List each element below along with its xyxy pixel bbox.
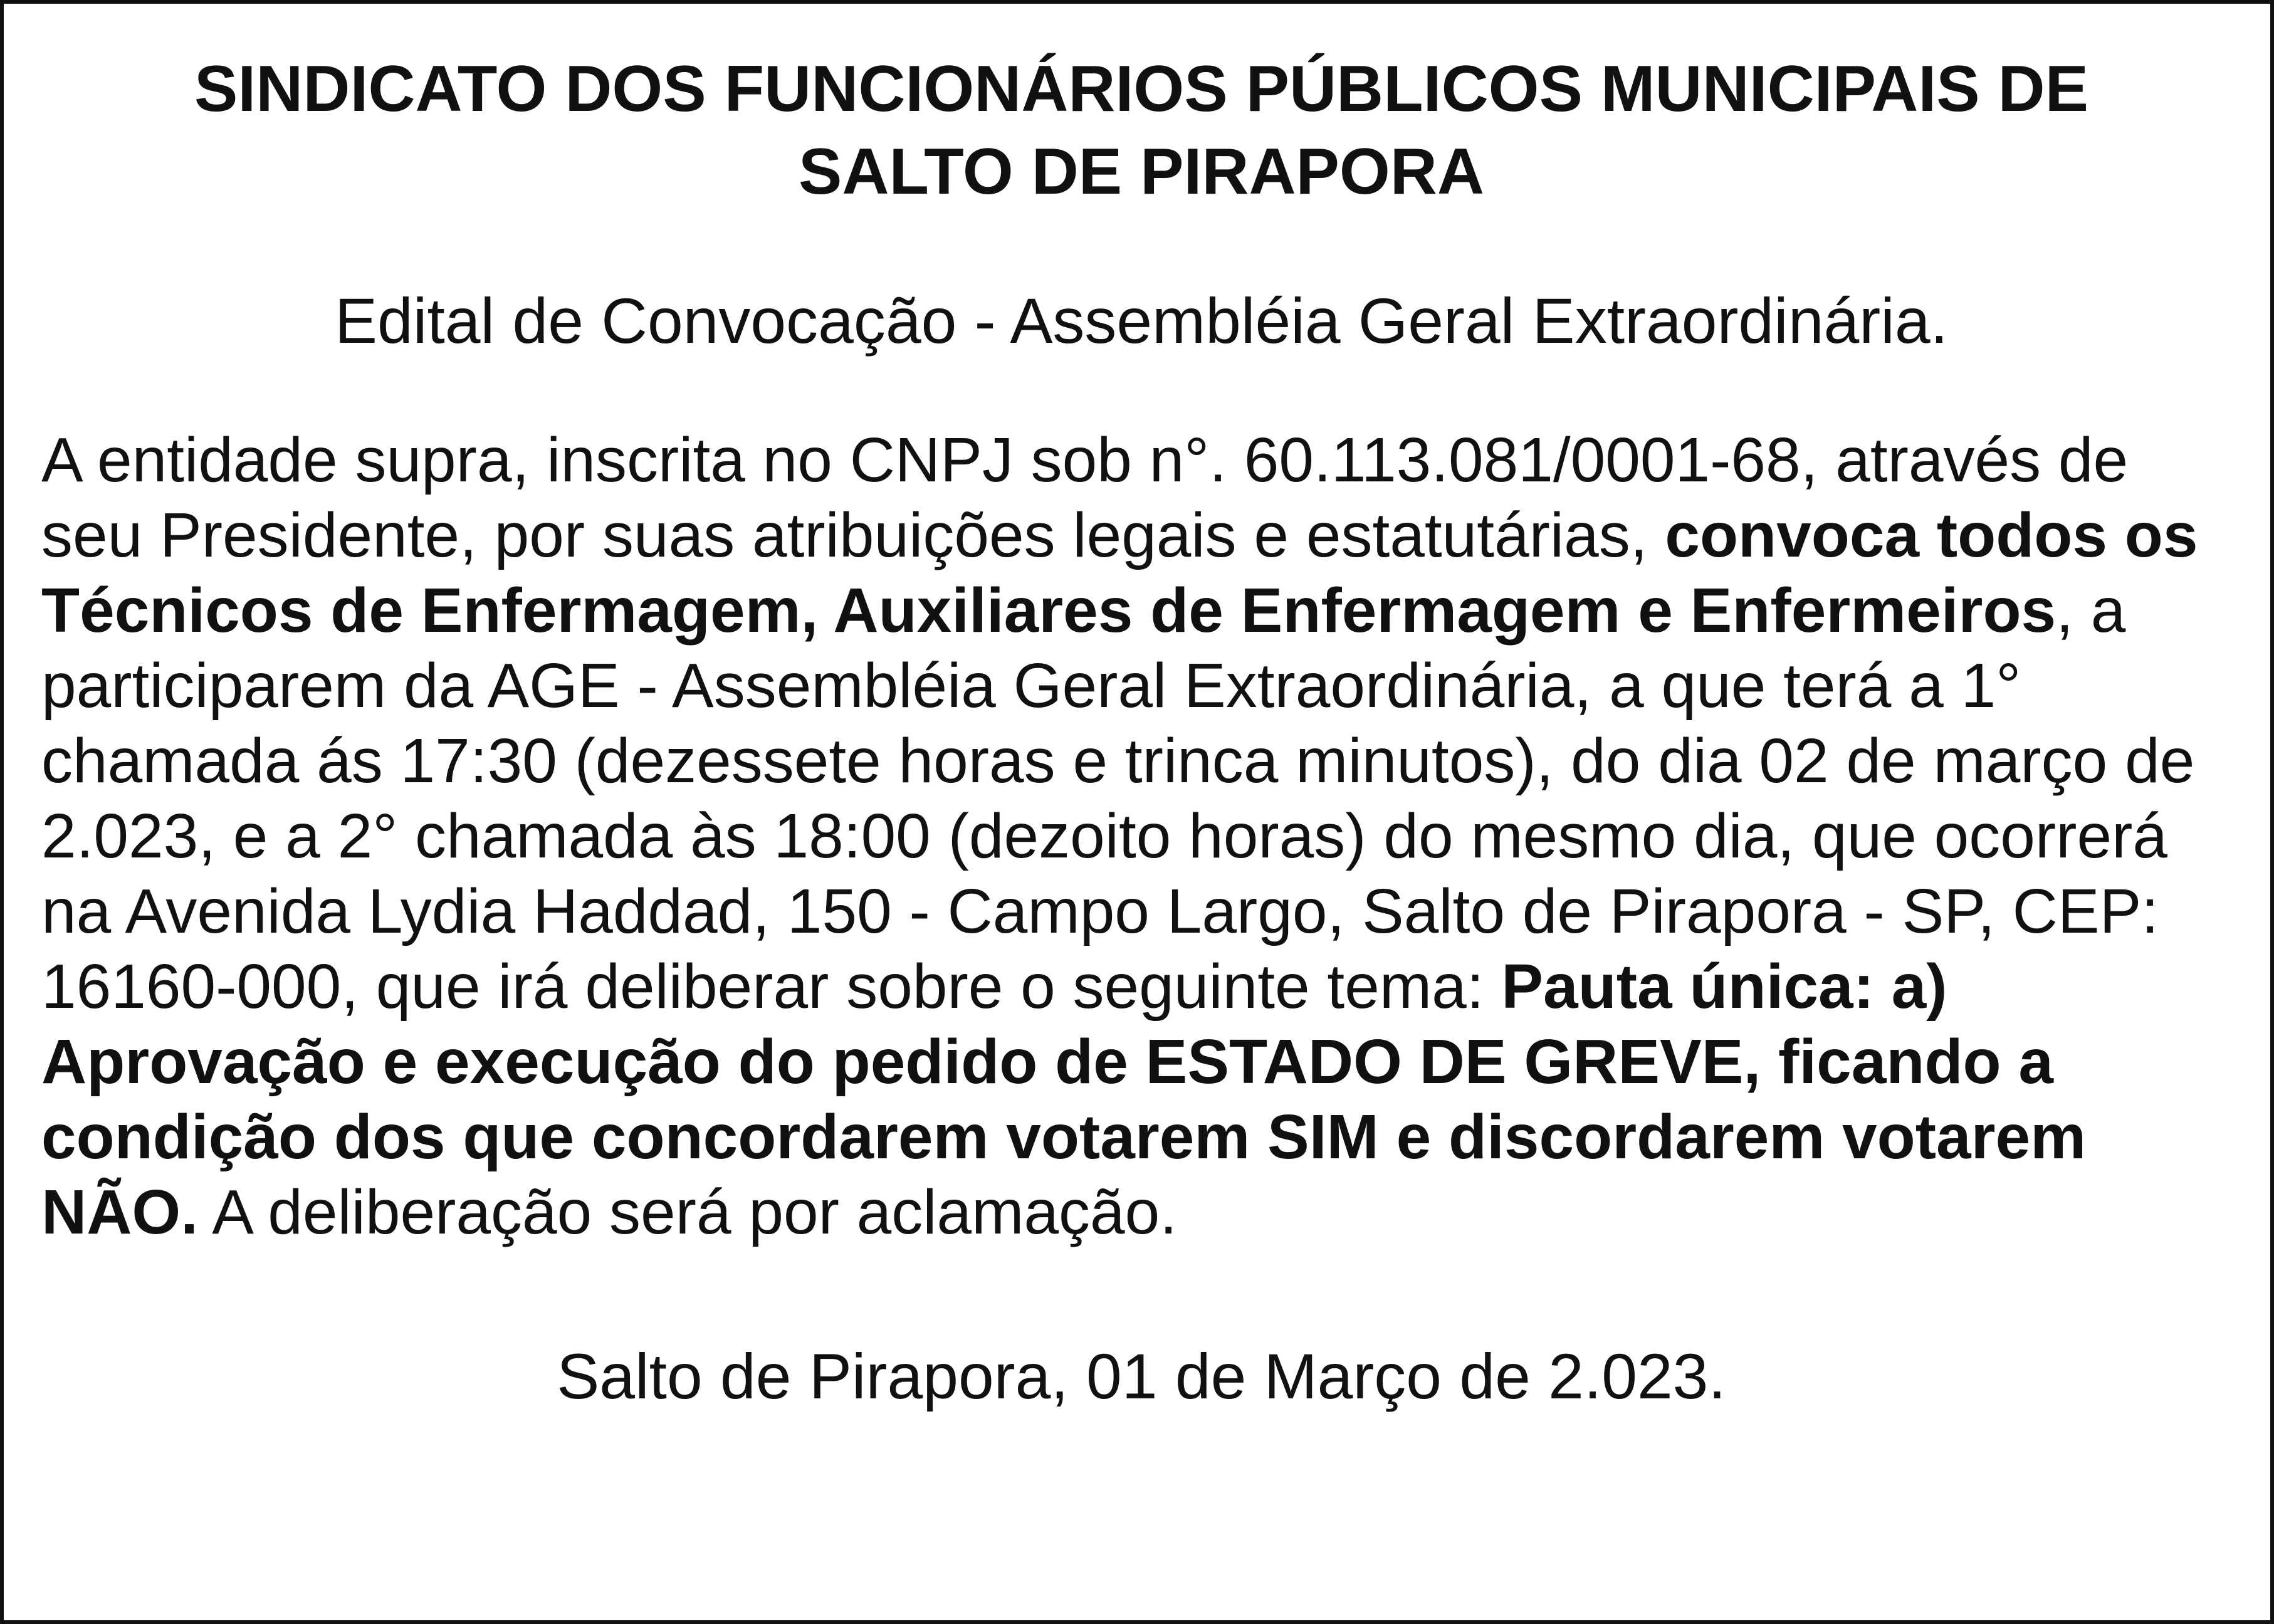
notice-body (41, 422, 2241, 1250)
notice-date-line: Salto de Pirapora, 01 de Março de 2.023. (557, 1341, 1726, 1412)
body-bold-convocation: convoca todos os Técnicos de Enfermagem, Auxiliares de Enfermagem e Enfermeiros (41, 500, 2198, 646)
body-text-part-1: A entidade supra, inscrita no CNPJ sob n°. 60.113.081/0001-68, através de seu Presidente, por suas atribuições legais e estatutárias, (41, 425, 2129, 570)
notice-title (41, 48, 2241, 213)
body-text-part-2: , a participarem da AGE - Assembléia Geral Extraordinária, a que terá a 1° chamada ás 17:30 (dezessete horas e trinca minutos), do dia 02 de março de 2.023, e a 2° chamada às 18:00 (dezoito horas) do mesmo dia, que ocorrerá na Avenida Lydia Haddad, 150 - Campo Largo, Salto de Pirapora - SP, CEP: 16160-000, que irá deliberar sobre o seguinte tema: (41, 575, 2195, 1022)
notice-subtitle: Edital de Convocação - Assembléia Geral Extraordinária. (335, 285, 1948, 357)
body-text-part-3: A deliberação será por aclamação. (198, 1177, 1178, 1247)
notice-content (41, 48, 2241, 1415)
notice-title-line-2: SALTO DE PIRAPORA (798, 135, 1485, 208)
body-bold-agenda: Pauta única: a) Aprovação e execução do pedido de ESTADO DE GREVE, ficando a condição dos que concordarem votarem SIM e discordarem votarem NÃO. (41, 951, 2087, 1247)
notice-title-line-1: SINDICATO DOS FUNCIONÁRIOS PÚBLICOS MUNICIPAIS DE (194, 53, 2088, 125)
